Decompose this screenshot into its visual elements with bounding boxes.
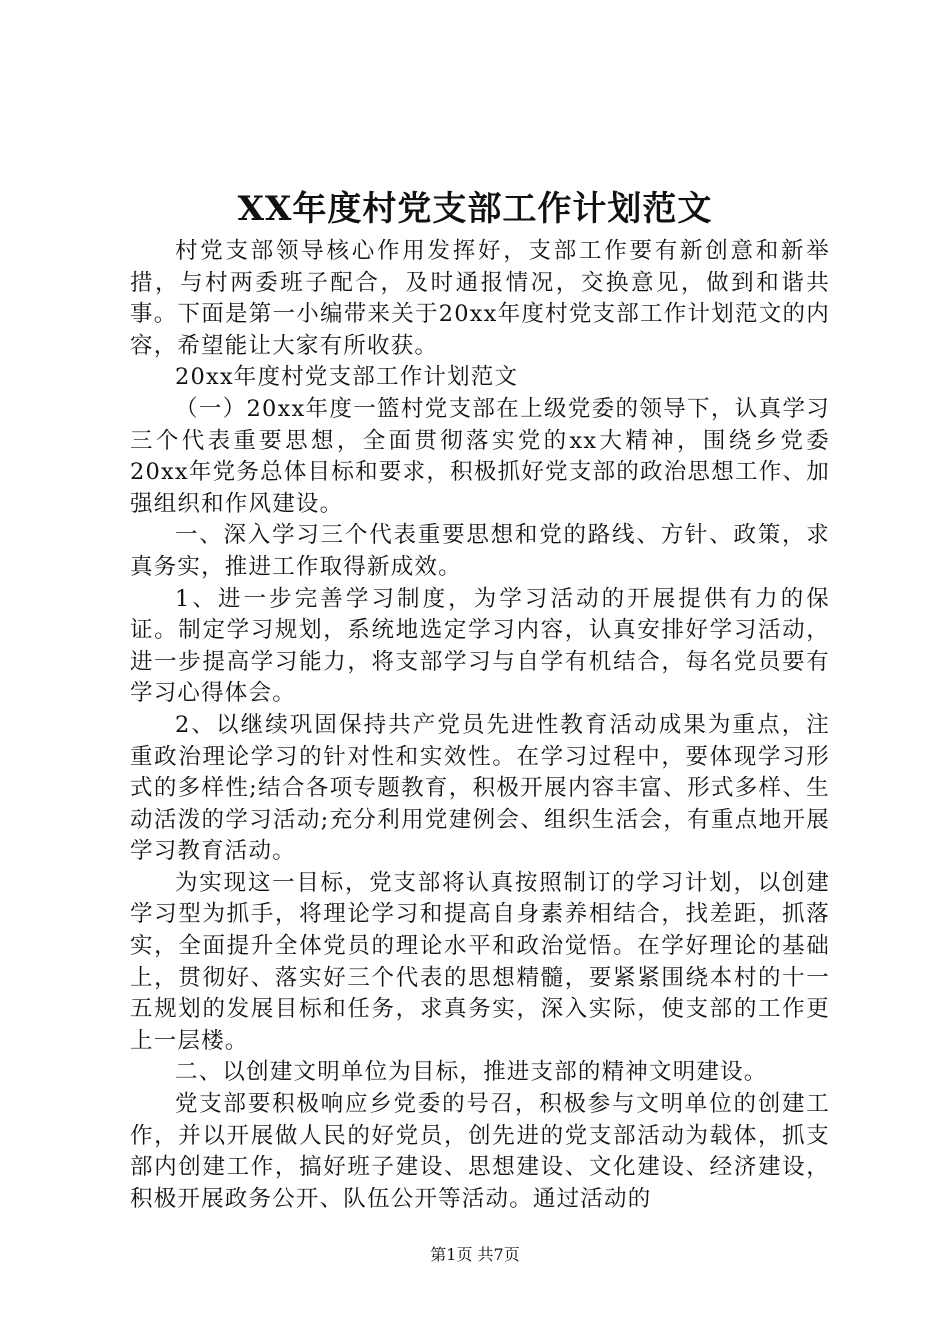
paragraph-heading-one: 一、深入学习三个代表重要思想和党的路线、方针、政策，求真务实，推进工作取得新成效。 bbox=[130, 522, 830, 580]
paragraph-civilization: 党支部要积极响应乡党委的号召，积极参与文明单位的创建工作，并以开展做人民的好党员，创先进的党支部活动为载体，抓支部内创建工作，搞好班子建设、思想建设、文化建设、经济建设，积极开展政务公开、队伍公开等活动。通过活动的 bbox=[130, 1091, 830, 1212]
page-number: 第1页 共7页 bbox=[430, 1245, 520, 1264]
paragraph-item-two: 2、以继续巩固保持共产党员先进性教育活动成果为重点，注重政治理论学习的针对性和实效性。在学习过程中，要体现学习形式的多样性;结合各项专题教育，积极开展内容丰富、形式多样、生动活泼的学习活动;充分利用党建例会、组织生活会，有重点地开展学习教育活动。 bbox=[130, 711, 830, 865]
paragraph-item-one: 1、进一步完善学习制度，为学习活动的开展提供有力的保证。制定学习规划，系统地选定学习内容，认真安排好学习活动，进一步提高学习能力，将支部学习与自学有机结合，每名党员要有学习心得体会。 bbox=[130, 585, 830, 707]
paragraph-heading-two: 二、以创建文明单位为目标，推进支部的精神文明建设。 bbox=[175, 1059, 768, 1086]
paragraph-intro: 村党支部领导核心作用发挥好，支部工作要有新创意和新举措，与村两委班子配合，及时通报情况，交换意见，做到和谐共事。下面是第一小编带来关于20xx年度村党支部工作计划范文的内容，希望能让大家有所收获。 bbox=[130, 238, 830, 359]
paragraph-subtitle: 20xx年度村党支部工作计划范文 bbox=[175, 364, 519, 391]
paragraph-section-intro: （一）20xx年度一篮村党支部在上级党委的领导下，认真学习三个代表重要思想，全面贯彻落实党的xx大精神，围绕乡党委20xx年党务总体目标和要求，积极抓好党支部的政治思想工作、加强组织和作风建设。 bbox=[130, 395, 830, 517]
paragraph-goal: 为实现这一目标，党支部将认真按照制订的学习计划，以创建学习型为抓手，将理论学习和提高自身素养相结合，找差距，抓落实，全面提升全体党员的理论水平和政治觉悟。在学好理论的基础上，贯彻好、落实好三个代表的思想精髓，要紧紧围绕本村的十一五规划的发展目标和任务，求真务实，深入实际，使支部的工作更上一层楼。 bbox=[130, 869, 830, 1054]
document-title: XX年度村党支部工作计划范文 bbox=[237, 189, 713, 229]
document-body bbox=[130, 236, 830, 1215]
